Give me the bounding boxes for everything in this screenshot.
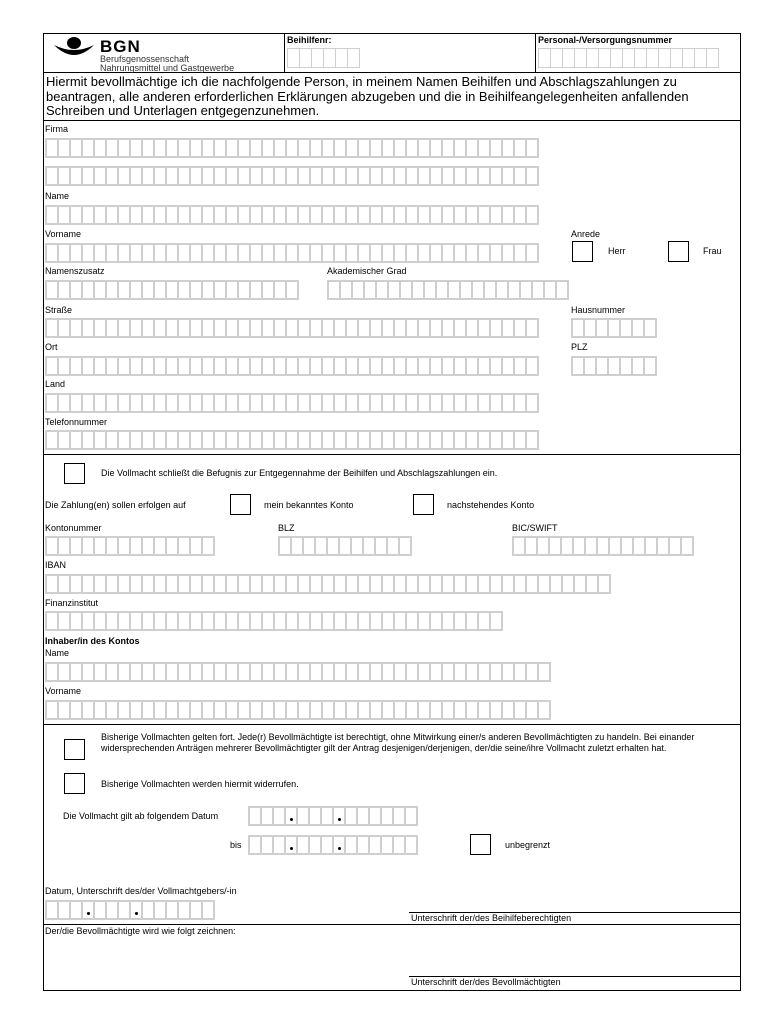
char-box[interactable] [525,318,539,338]
frau-checkbox[interactable] [668,241,689,262]
fortgelten-text: Bisherige Vollmachten gelten fort. Jede(r) Bevollmächtigte ist berechtigt, ohne Mitwirkung einer/s anderen Bevollmächtigten zu handeln. Bei einander widersprechenden Anträgen mehrerer Bevollmächtigter gilt der Antrag desjenigen/derjenigen, der/die seine/ihre Vollmacht zuletzt erhalten hat. [101,732,695,753]
section-divider-signature [43,924,741,925]
section-divider-payment [43,454,741,455]
strasse-field[interactable] [45,318,537,338]
bis-label: bis [230,840,242,850]
plz-field[interactable] [571,356,655,376]
name-label: Name [45,191,70,201]
header-split-1 [284,33,285,72]
land-field[interactable] [45,393,537,413]
anrede-label: Anrede [571,229,601,239]
vorname-label: Vorname [45,229,82,239]
char-box[interactable] [525,356,539,376]
ort-label: Ort [45,342,58,352]
intro-text: Hiermit bevollmächtige ich die nachfolgende Person, in meinem Namen Beihilfen und Abschlagszahlungen zu beantragen, alle anderen erforderlichen Erklärungen abzugeben und die in Beihilfeangelegenheiten anfallenden Schreiben und Unterlagen entgegenzunehmen. [46,74,689,118]
iban-field[interactable] [45,574,609,594]
inhaber-vorname-label: Vorname [45,686,82,696]
char-box[interactable] [525,430,539,450]
char-box[interactable] [525,138,539,158]
section-divider-validity [43,724,741,725]
bic-label: BIC/SWIFT [512,523,558,533]
telefon-label: Telefonnummer [45,417,108,427]
char-box[interactable] [404,835,418,855]
char-box[interactable] [537,662,551,682]
herr-checkbox[interactable] [572,241,593,262]
blz-field[interactable] [278,536,410,556]
logo-subtitle: Berufsgenossenschaft Nahrungsmittel und Gastgewerbe [100,54,235,73]
bic-field[interactable] [512,536,692,556]
inhaber-vorname-field[interactable] [45,700,549,720]
char-box[interactable] [201,536,215,556]
char-box[interactable] [555,280,569,300]
char-box[interactable] [285,280,299,300]
inhaber-name-label: Name [45,648,70,658]
befugnis-text: Die Vollmacht schließt die Befugnis zur Entgegennahme der Beihilfen und Abschlagszahlungen ein. [101,468,498,478]
logo-text: BGN [100,37,141,56]
bevollmaechtigte-zeichnen-label: Der/die Bevollmächtigte wird wie folgt zeichnen: [45,926,236,936]
fortgelten-checkbox[interactable] [64,739,85,760]
strasse-label: Straße [45,305,73,315]
hausnummer-label: Hausnummer [571,305,626,315]
akademischer-grad-label: Akademischer Grad [327,266,407,276]
beihilfenr-label: Beihilfenr: [287,35,332,45]
blz-label: BLZ [278,523,295,533]
inhaber-name-field[interactable] [45,662,549,682]
finanzinstitut-field[interactable] [45,611,501,631]
firma-label: Firma [45,124,68,134]
kontoinhaber-heading: Inhaber/in des Kontos [45,636,140,646]
nachstehendes-konto-checkbox[interactable] [413,494,434,515]
char-box[interactable] [643,356,657,376]
firma-field-2[interactable] [45,166,537,186]
plz-label: PLZ [571,342,588,352]
widerrufen-text: Bisherige Vollmachten werden hiermit widerrufen. [101,779,299,789]
personal-number-field[interactable] [538,48,718,68]
widerrufen-checkbox[interactable] [64,773,85,794]
akademischer-grad-field[interactable] [327,280,567,300]
ab-datum-label: Die Vollmacht gilt ab folgendem Datum [63,811,219,821]
datum-unterschrift-label: Datum, Unterschrift des/der Vollmachtgebers/-in [45,886,237,896]
char-box[interactable] [347,48,360,68]
char-box[interactable] [680,536,694,556]
nachstehendes-konto-label: nachstehendes Konto [447,500,535,510]
char-box[interactable] [525,393,539,413]
unterschrift-beihilfe-label: Unterschrift der/des Beihilfeberechtigten [411,913,572,923]
unbegrenzt-checkbox[interactable] [470,834,491,855]
char-box[interactable] [489,611,503,631]
char-box[interactable] [398,536,412,556]
char-box[interactable] [201,900,215,920]
land-label: Land [45,379,66,389]
iban-label: IBAN [45,560,67,570]
unterschrift-bevollmaechtigten-label: Unterschrift der/des Bevollmächtigten [411,977,561,987]
namenszusatz-label: Namenszusatz [45,266,105,276]
char-box[interactable] [597,574,611,594]
beihilfenr-field[interactable] [287,48,359,68]
zahlung-label: Die Zahlung(en) sollen erfolgen auf [45,500,186,510]
vorname-field[interactable] [45,243,537,263]
bekanntes-konto-label: mein bekanntes Konto [264,500,354,510]
ab-datum-field[interactable] [248,806,416,826]
firma-field-1[interactable] [45,138,537,158]
bgn-logo-icon [52,37,96,59]
unbegrenzt-label: unbegrenzt [505,840,551,850]
bis-datum-field[interactable] [248,835,416,855]
frau-label: Frau [703,246,722,256]
name-field[interactable] [45,205,537,225]
herr-label: Herr [608,246,626,256]
char-box[interactable] [525,243,539,263]
kontonummer-label: Kontonummer [45,523,102,533]
unterschrift-datum-field[interactable] [45,900,213,920]
char-box[interactable] [525,166,539,186]
finanzinstitut-label: Finanzinstitut [45,598,99,608]
telefon-field[interactable] [45,430,537,450]
namenszusatz-field[interactable] [45,280,297,300]
bekanntes-konto-checkbox[interactable] [230,494,251,515]
char-box[interactable] [706,48,719,68]
personal-number-label: Personal-/Versorgungsnummer [538,35,673,45]
intro-divider [43,120,741,121]
hausnummer-field[interactable] [571,318,655,338]
char-box[interactable] [525,205,539,225]
char-box[interactable] [643,318,657,338]
char-box[interactable] [537,700,551,720]
ort-field[interactable] [45,356,537,376]
header-split-2 [535,33,536,72]
kontonummer-field[interactable] [45,536,213,556]
char-box[interactable] [404,806,418,826]
befugnis-checkbox[interactable] [64,463,85,484]
